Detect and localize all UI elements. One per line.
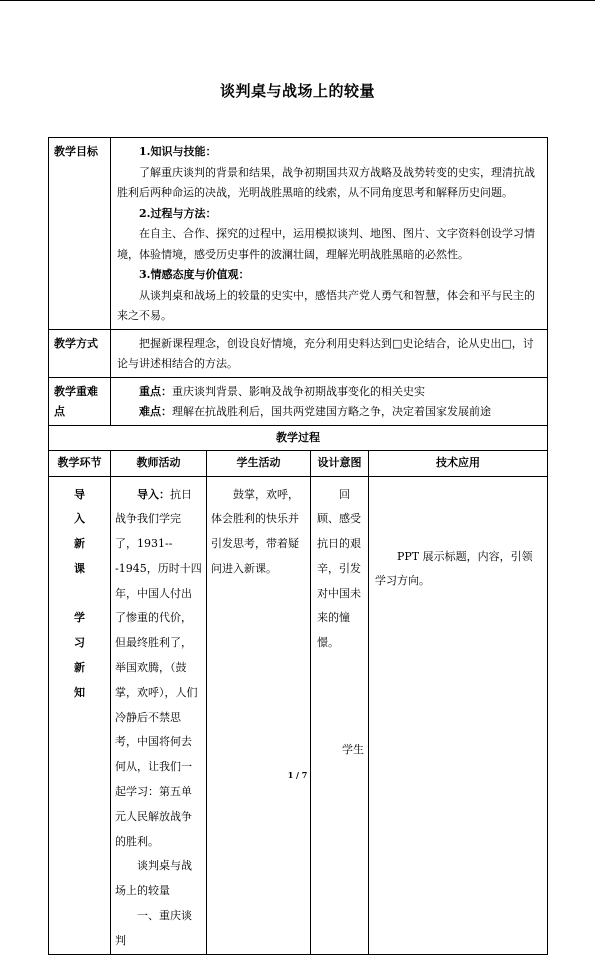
difficult-point-label: 难点： <box>139 405 172 418</box>
stage-char-spacer <box>53 582 106 607</box>
objective-heading-1: 1.知识与技能： <box>139 145 217 158</box>
objective-text-3: 从谈判桌和战场上的较量的史实中，感悟共产党人勇气和智慧，体会和平与民主的来之不易。 <box>117 288 535 322</box>
top-rule <box>0 0 595 1</box>
keypoints-content <box>111 377 548 425</box>
student-activity-text: 鼓掌，欢呼，体会胜利的快乐并引发思考，带着疑问进入新课。 <box>211 487 299 575</box>
process-header-row <box>49 451 548 477</box>
objective-heading-2: 2.过程与方法： <box>139 206 217 220</box>
tech-application-text: PPT 展示标题，内容，引领学习方向。 <box>375 549 533 588</box>
stage-char: 学 <box>74 611 85 625</box>
header-student: 学生活动 <box>207 451 311 477</box>
design-intent-cell <box>311 476 369 954</box>
teacher-intro-label: 导入： <box>137 487 170 501</box>
header-stage: 教学环节 <box>49 451 111 477</box>
methods-text: 把握新课程理念，创设良好情境，充分利用史料达到□史论结合，论从史出□，讨论与讲述相结合的方法。 <box>117 336 534 370</box>
process-row-intro <box>49 476 548 954</box>
document-title: 谈判桌与战场上的较量 <box>219 82 375 100</box>
teacher-intro <box>115 483 202 855</box>
teacher-section-heading: 一、重庆谈判 <box>115 909 192 947</box>
objectives-content <box>111 138 548 330</box>
lesson-plan-table <box>48 137 548 955</box>
teacher-lesson-title: 谈判桌与战场上的较量 <box>115 859 192 898</box>
teacher-activity-cell <box>111 476 207 954</box>
header-intent: 设计意图 <box>311 451 369 477</box>
tech-application-cell <box>369 476 548 954</box>
objective-text-2: 在自主、合作、探究的过程中，运用模拟谈判、地图、图片、文字资料创设学习情境，体验情境，感受历史事件的波澜壮阔，理解光明战胜黑暗的必然性。 <box>117 227 535 261</box>
keypoints-label: 教学重难点 <box>49 377 111 425</box>
objective-text-1: 了解重庆谈判的背景和结果，战争初期国共双方战略及战势转变的史实，理清抗战胜利后两种命运的决战，光明战胜黑暗的线索，从不同角度思考和解释历史问题。 <box>117 165 535 199</box>
difficult-point <box>117 402 541 423</box>
methods-row <box>49 329 548 377</box>
methods-content <box>111 329 548 377</box>
student-activity-cell <box>207 476 311 954</box>
stage-cell <box>49 476 111 954</box>
stage-char: 知 <box>74 685 85 699</box>
page-number: 1 / 7 <box>287 770 308 780</box>
key-point <box>117 382 541 403</box>
key-point-text: 重庆谈判背景、影响及战争初期战事变化的相关史实 <box>172 384 425 398</box>
teacher-intro-text: 抗日战争我们学完了，1931---1945，历时十四年，中国人付出了惨重的代价，但最终胜利了，举国欢腾，（鼓掌，欢呼），人们冷静后不禁思考，中国将何去何从，让我们一起学习：第五单元人民解放战争的胜利。 <box>115 487 202 848</box>
key-point-label: 重点： <box>139 384 172 398</box>
stage-char: 新 <box>74 661 85 675</box>
objectives-row <box>49 138 548 330</box>
stage-char: 新 <box>74 537 85 551</box>
header-teacher: 教师活动 <box>111 451 207 477</box>
stage-char: 导 <box>74 487 85 501</box>
design-intent-text: 回顾、感受抗日的艰辛，引发对中国未来的憧憬。 <box>317 487 361 650</box>
stage-char: 入 <box>74 512 85 526</box>
keypoints-row <box>49 377 548 425</box>
process-section-row <box>49 425 548 451</box>
process-section-title: 教学过程 <box>49 425 548 451</box>
objective-heading-3: 3.情感态度与价值观： <box>139 268 250 281</box>
methods-label: 教学方式 <box>49 329 111 377</box>
header-tech: 技术应用 <box>369 451 548 477</box>
stage-char: 课 <box>74 561 85 575</box>
stage-char: 习 <box>74 636 85 650</box>
design-intent-continued: 学生 <box>342 743 364 757</box>
difficult-point-text: 理解在抗战胜利后，国共两党建国方略之争，决定着国家发展前途 <box>172 405 491 418</box>
objectives-label: 教学目标 <box>49 138 111 330</box>
